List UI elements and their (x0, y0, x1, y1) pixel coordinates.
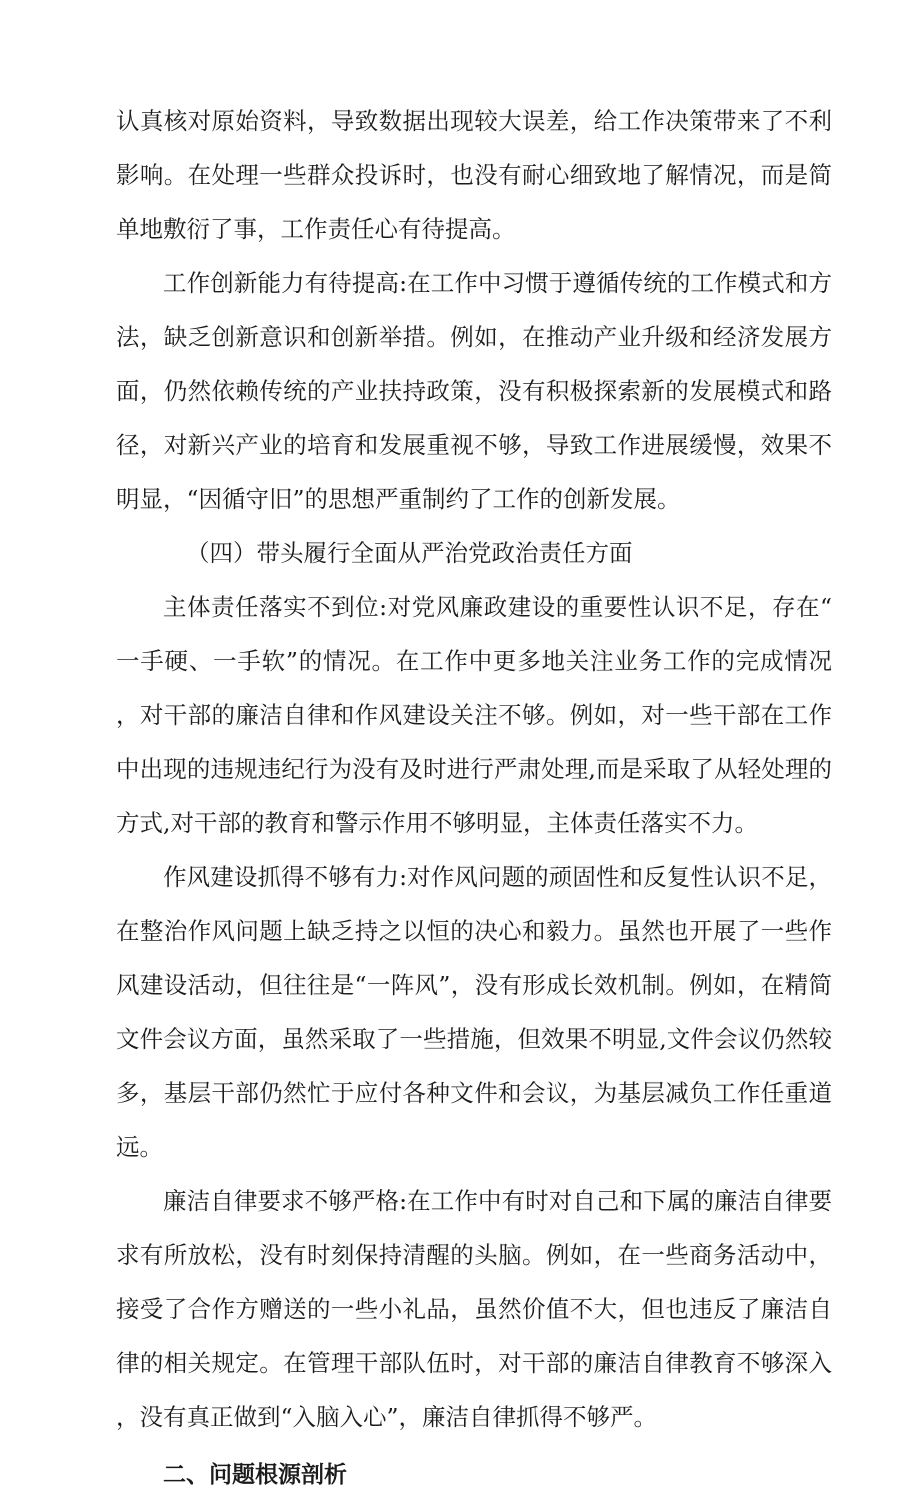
paragraph-work-style: 作风建设抓得不够有力:对作风问题的顽固性和反复性认识不足，在整治作风问题上缺乏持之以恒的决心和毅力。虽然也开展了一些作风建设活动，但往往是“一阵风”，没有形成长效机制。例如，在精简文件会议方面，虽然采取了一些措施，但效果不明显,文件会议仍然较多，基层干部仍然忙于应付各种文件和会议，为基层减负工作任重道远。 (116, 863, 832, 1161)
document-body (116, 94, 832, 1502)
section-heading: 二、问题根源剖析 (163, 1462, 347, 1488)
paragraph-innovation-ability: 工作创新能力有待提高:在工作中习惯于遵循传统的工作模式和方法，缺乏创新意识和创新举措。例如，在推动产业升级和经济发展方面，仍然依赖传统的产业扶持政策，没有积极探索新的发展模式和路径，对新兴产业的培育和发展重视不够，导致工作进展缓慢，效果不明显，“因循守旧”的思想严重制约了工作的创新发展。 (116, 269, 832, 513)
paragraph-integrity: 廉洁自律要求不够严格:在工作中有时对自己和下属的廉洁自律要求有所放松，没有时刻保持清醒的头脑。例如，在一些商务活动中，接受了合作方赠送的一些小礼品，虽然价值不大，但也违反了廉洁自律的相关规定。在管理干部队伍时，对干部的廉洁自律教育不够深入，没有真正做到“入脑入心”，廉洁自律抓得不够严。 (116, 1187, 832, 1431)
section-subheading: （四）带头履行全面从严治党政治责任方面 (186, 539, 633, 567)
paragraph-continuation: 认真核对原始资料，导致数据出现较大误差，给工作决策带来了不利影响。在处理一些群众投诉时，也没有耐心细致地了解情况，而是简单地敷衍了事，工作责任心有待提高。 (116, 107, 832, 243)
paragraph-main-responsibility: 主体责任落实不到位:对党风廉政建设的重要性认识不足，存在“一手硬、一手软”的情况。在工作中更多地关注业务工作的完成情况，对干部的廉洁自律和作风建设关注不够。例如，对一些干部在工作中出现的违规违纪行为没有及时进行严肃处理,而是采取了从轻处理的方式,对干部的教育和警示作用不够明显，主体责任落实不力。 (116, 593, 832, 837)
